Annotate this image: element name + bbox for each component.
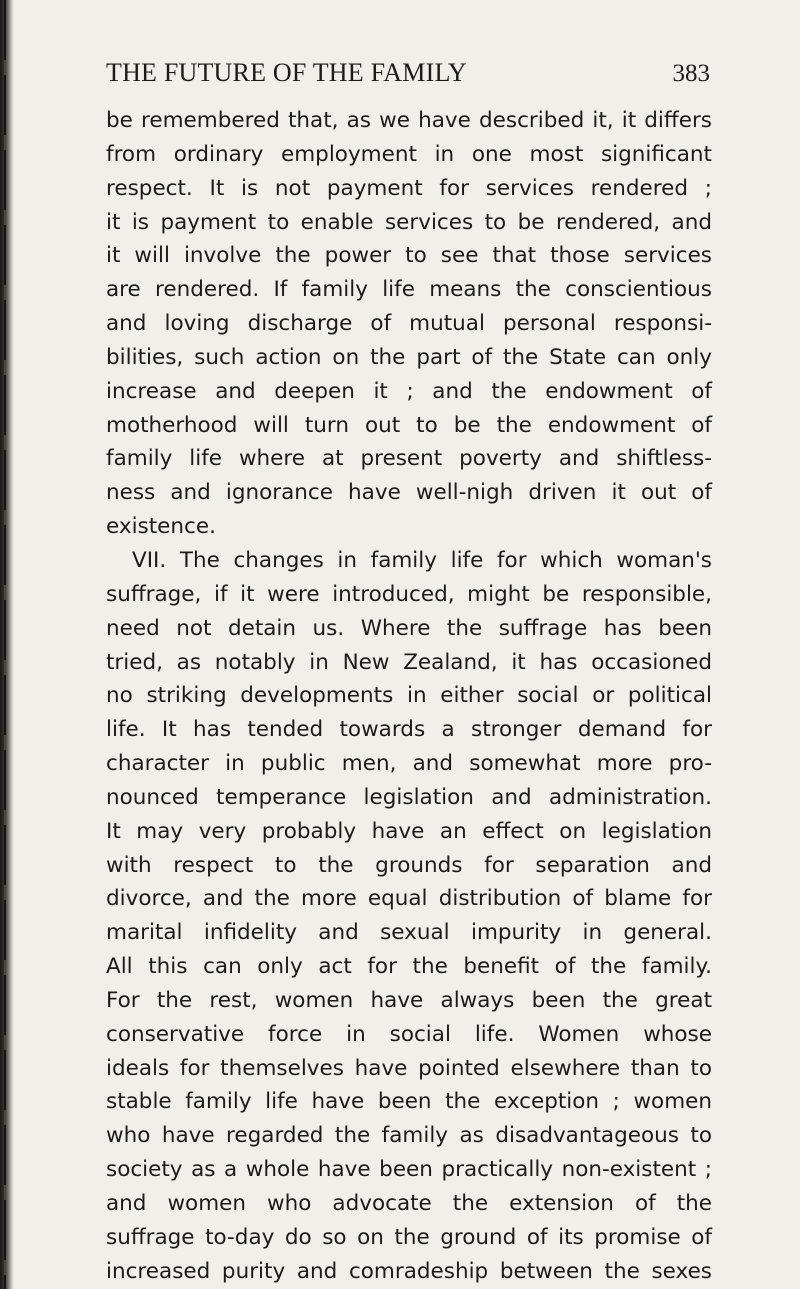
- running-head-title: THE FUTURE OF THE FAMILY: [106, 58, 467, 87]
- body-text: [106, 104, 712, 1289]
- text-line: motherhood will turn out to be the endowment of: [106, 412, 712, 438]
- text-line: ness and ignorance have well-nigh driven it out of: [106, 480, 712, 506]
- text-line: life. It has tended towards a stronger demand for: [106, 717, 712, 743]
- text-line: and loving discharge of mutual personal responsi-: [106, 311, 712, 337]
- text-line: divorce, and the more equal distribution of blame for: [106, 886, 712, 912]
- text-line: All this can only act for the benefit of the family.: [106, 954, 712, 980]
- text-line: nounced temperance legislation and administration.: [106, 784, 712, 810]
- text-line: who have regarded the family as disadvantageous to: [106, 1123, 712, 1149]
- text-line: bilities, such action on the part of the State can only: [106, 344, 712, 370]
- running-head: [106, 58, 710, 94]
- text-line: tried, as notably in New Zealand, it has occasioned: [106, 649, 712, 675]
- book-binding-edge: [0, 0, 14, 1289]
- text-line: suffrage, if it were introduced, might be responsible,: [106, 581, 712, 607]
- text-line: need not detain us. Where the suffrage has been: [106, 615, 712, 641]
- text-line: it will involve the power to see that those services: [106, 243, 712, 269]
- paragraph-end-line: existence.: [106, 514, 216, 540]
- text-line: It may very probably have an effect on legislation: [106, 818, 712, 844]
- text-line: stable family life have been the exception ; women: [106, 1089, 712, 1115]
- text-line: it is payment to enable services to be rendered, and: [106, 209, 712, 235]
- text-line: marital infidelity and sexual impurity in general.: [106, 920, 712, 946]
- text-line: with respect to the grounds for separation and: [106, 852, 712, 878]
- text-line: conservative force in social life. Women whose: [106, 1021, 712, 1047]
- text-line: For the rest, women have always been the great: [106, 987, 712, 1013]
- text-line: suffrage to-day do so on the ground of its promise of: [106, 1224, 712, 1250]
- paragraph-start-line: VII. The changes in family life for which woman's: [132, 547, 712, 573]
- text-line: from ordinary employment in one most significant: [106, 141, 712, 167]
- text-line: are rendered. If family life means the conscientious: [106, 277, 712, 303]
- text-line: be remembered that, as we have described it, it differs: [106, 108, 712, 133]
- text-line: ideals for themselves have pointed elsewhere than to: [106, 1055, 712, 1081]
- text-line: respect. It is not payment for services rendered ;: [106, 175, 712, 201]
- text-line: family life where at present poverty and shiftless-: [106, 446, 712, 472]
- text-line: society as a whole have been practically non-existent ;: [106, 1157, 712, 1183]
- text-line: and women who advocate the extension of the: [106, 1191, 712, 1216]
- text-line: increased purity and comradeship between the sexes: [106, 1258, 712, 1284]
- text-line: character in public men, and somewhat more pro-: [106, 751, 712, 777]
- text-line: no striking developments in either social or political: [106, 683, 712, 709]
- text-line: increase and deepen it ; and the endowment of: [106, 378, 712, 404]
- page-number: 383: [672, 60, 710, 87]
